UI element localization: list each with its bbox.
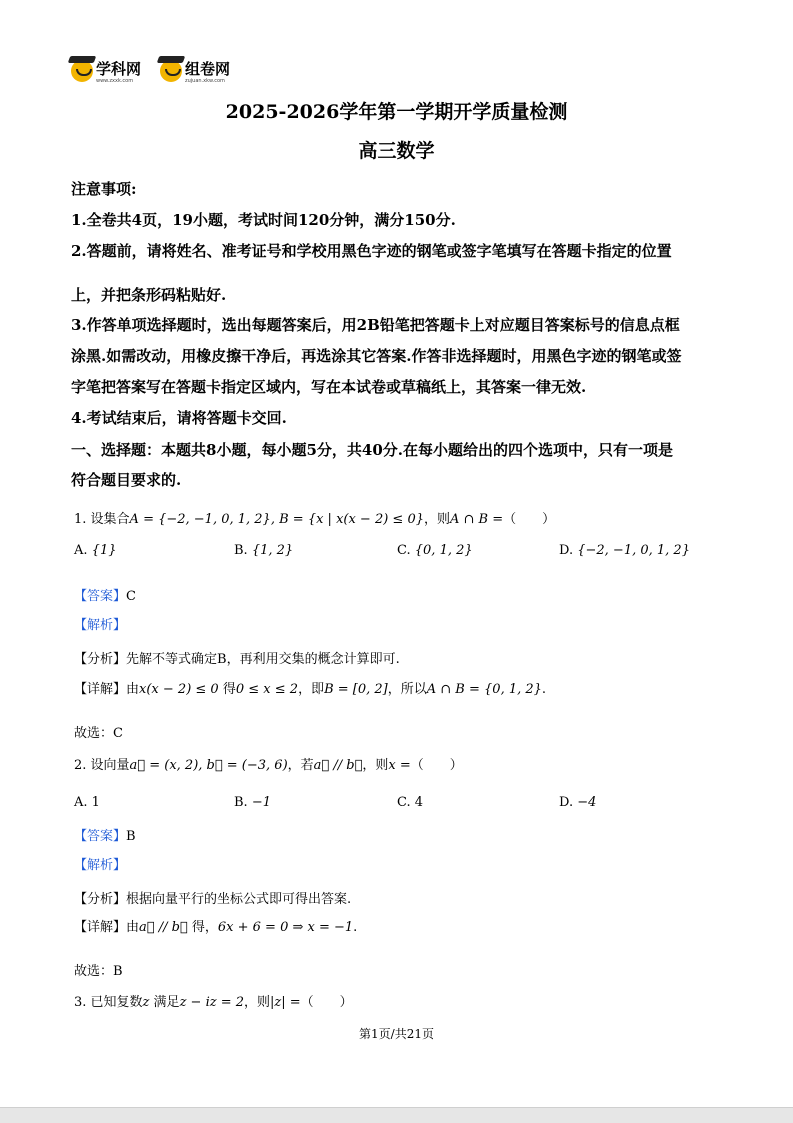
option-letter: D. [559, 543, 574, 558]
xiangjie-label: 【详解】 [74, 920, 127, 935]
option-value: {−2, −1, 0, 1, 2} [577, 543, 690, 558]
xiangjie-label: 【详解】 [74, 682, 127, 697]
zxxk-logo-text: 学科网 [96, 59, 142, 78]
question-2-prefix: 2. 设向量 [74, 758, 130, 773]
question-2-fenxi [74, 888, 351, 907]
question-1-set-b: , B = {x | x(x − 2) ≤ 0} [270, 512, 424, 527]
option-letter: D. [559, 795, 574, 810]
question-1-expr: A ∩ B = [450, 512, 504, 527]
exam-title: 2025-2026学年第一学期开学质量检测 [225, 101, 568, 123]
option-letter: A. [74, 543, 88, 558]
question-1-analysis-label: 【解析】 [74, 618, 127, 633]
question-1-choose [74, 722, 123, 741]
graduation-cap-icon [71, 60, 93, 82]
option-value: −4 [577, 795, 597, 810]
notice-item-2b: 上，并把条形码粘贴好. [71, 286, 227, 304]
choose-value: C [113, 726, 123, 741]
choose-label: 故选： [74, 726, 114, 741]
detail-text: 由 [126, 682, 140, 697]
detail-math: a⃗ // b⃗ [139, 920, 188, 935]
question-3-text: 满足 [153, 995, 180, 1010]
fenxi-label: 【分析】 [74, 892, 127, 907]
choose-value: B [113, 964, 123, 979]
notice-item-3c: 字笔把答案写在答题卡指定区域内，写在本试卷或草稿纸上，其答案一律无效. [71, 378, 587, 396]
section-1-heading-line1: 一、选择题：本题共8小题，每小题5分，共40分.在每小题给出的四个选项中，只有一项是 [71, 441, 673, 459]
detail-math: x(x − 2) ≤ 0 [139, 682, 219, 697]
question-3-equation: z − iz = 2 [179, 995, 245, 1010]
answer-label: 【答案】 [74, 829, 127, 844]
fenxi-label: 【分析】 [74, 652, 127, 667]
exam-subject: 高三数学 [358, 140, 435, 162]
question-1-option-c [397, 543, 473, 558]
detail-math: 0 ≤ x ≤ 2 [235, 682, 299, 697]
question-1-prefix: 1. 设集合 [74, 512, 130, 527]
option-letter: C. [397, 543, 411, 558]
question-2-paren: （ ） [410, 758, 463, 773]
question-1-fenxi [74, 648, 400, 667]
graduation-cap-icon [160, 60, 182, 82]
question-2-answer [74, 825, 136, 844]
question-1-detail [74, 678, 546, 697]
detail-math: A ∩ B = {0, 1, 2} [426, 682, 542, 697]
question-2-option-a: A. 1 [74, 795, 100, 810]
choose-label: 故选： [74, 964, 114, 979]
zxxk-logo-url: www.zxxk.com [96, 77, 134, 84]
question-3-modulus: |z| = [270, 995, 301, 1010]
answer-value: C [126, 589, 136, 604]
question-1-option-d [559, 543, 690, 558]
question-1-option-b [234, 543, 293, 558]
question-2-text: ，则 [362, 758, 389, 773]
zxxk-logo [71, 58, 141, 84]
notice-heading: 注意事项: [71, 180, 137, 198]
question-2-option-b [234, 795, 271, 810]
question-2-condition: a⃗ // b⃗ [313, 758, 363, 773]
zujuan-logo-text: 组卷网 [185, 59, 231, 78]
notice-item-3b: 涂黑.如需改动，用橡皮擦干净后，再选涂其它答案.作答非选择题时，用黑色字迹的钢笔或签 [71, 347, 682, 365]
question-3-stem [74, 991, 353, 1010]
notice-item-2a: 2.答题前，请将姓名、准考证号和学校用黑色字迹的钢笔或签字笔填写在答题卡指定的位置 [71, 242, 672, 260]
question-1-option-a [74, 543, 117, 558]
detail-text: ，即 [298, 682, 325, 697]
detail-text: 由 [126, 920, 140, 935]
option-value: {0, 1, 2} [414, 543, 473, 558]
question-3-text: ，则 [244, 995, 271, 1010]
question-2-option-c: C. 4 [397, 795, 424, 810]
detail-text: 得， [191, 920, 218, 935]
question-1-set-a: A = {−2, −1, 0, 1, 2} [129, 512, 271, 527]
question-3-paren: （ ） [300, 995, 353, 1010]
question-2-detail [74, 916, 357, 935]
section-1-heading-line2: 符合题目要求的. [71, 471, 182, 489]
answer-value: B [126, 829, 136, 844]
question-2-stem [74, 754, 463, 773]
answer-label: 【答案】 [74, 589, 127, 604]
detail-math: B = [0, 2] [324, 682, 388, 697]
question-2-option-d [559, 795, 596, 810]
question-2-choose [74, 960, 123, 979]
notice-item-1: 1.全卷共4页，19小题，考试时间120分钟，满分150分. [71, 211, 456, 229]
notice-item-3a: 3.作答单项选择题时，选出每题答案后，用2B铅笔把答题卡上对应题目答案标号的信息点框 [71, 316, 680, 334]
detail-text: . [353, 920, 358, 935]
question-3-prefix: 3. 已知复数 [74, 995, 143, 1010]
question-2-analysis-label: 【解析】 [74, 858, 127, 873]
question-1-answer [74, 585, 136, 604]
question-2-text: ，若 [287, 758, 314, 773]
fenxi-text: 先解不等式确定B，再利用交集的概念计算即可. [126, 652, 400, 667]
detail-text: 得 [222, 682, 236, 697]
option-letter: B. [234, 543, 248, 558]
question-2-unknown: x = [388, 758, 411, 773]
option-letter: B. [234, 795, 248, 810]
page-number: 第1页/共21页 [359, 1027, 434, 1041]
question-1-paren: （ ） [503, 512, 556, 527]
option-value: −1 [251, 795, 271, 810]
notice-item-4: 4.考试结束后，请将答题卡交回. [71, 409, 287, 427]
zujuan-logo [160, 58, 230, 84]
detail-text: . [541, 682, 547, 697]
fenxi-text: 根据向量平行的坐标公式即可得出答案. [126, 892, 352, 907]
question-1-ask: ，则 [424, 512, 451, 527]
option-value: {1, 2} [251, 543, 294, 558]
question-3-variable: z [142, 995, 150, 1010]
question-1-stem [74, 508, 555, 527]
bottom-scroll-strip [0, 1107, 793, 1123]
detail-text: ，所以 [387, 682, 427, 697]
detail-math: 6x + 6 = 0 ⇒ x = −1 [217, 920, 354, 935]
question-2-vectors: a⃗ = (x, 2), b⃗ = (−3, 6) [129, 758, 288, 773]
option-value: {1} [91, 543, 117, 558]
zujuan-logo-url: zujuan.xkw.com [185, 77, 225, 84]
